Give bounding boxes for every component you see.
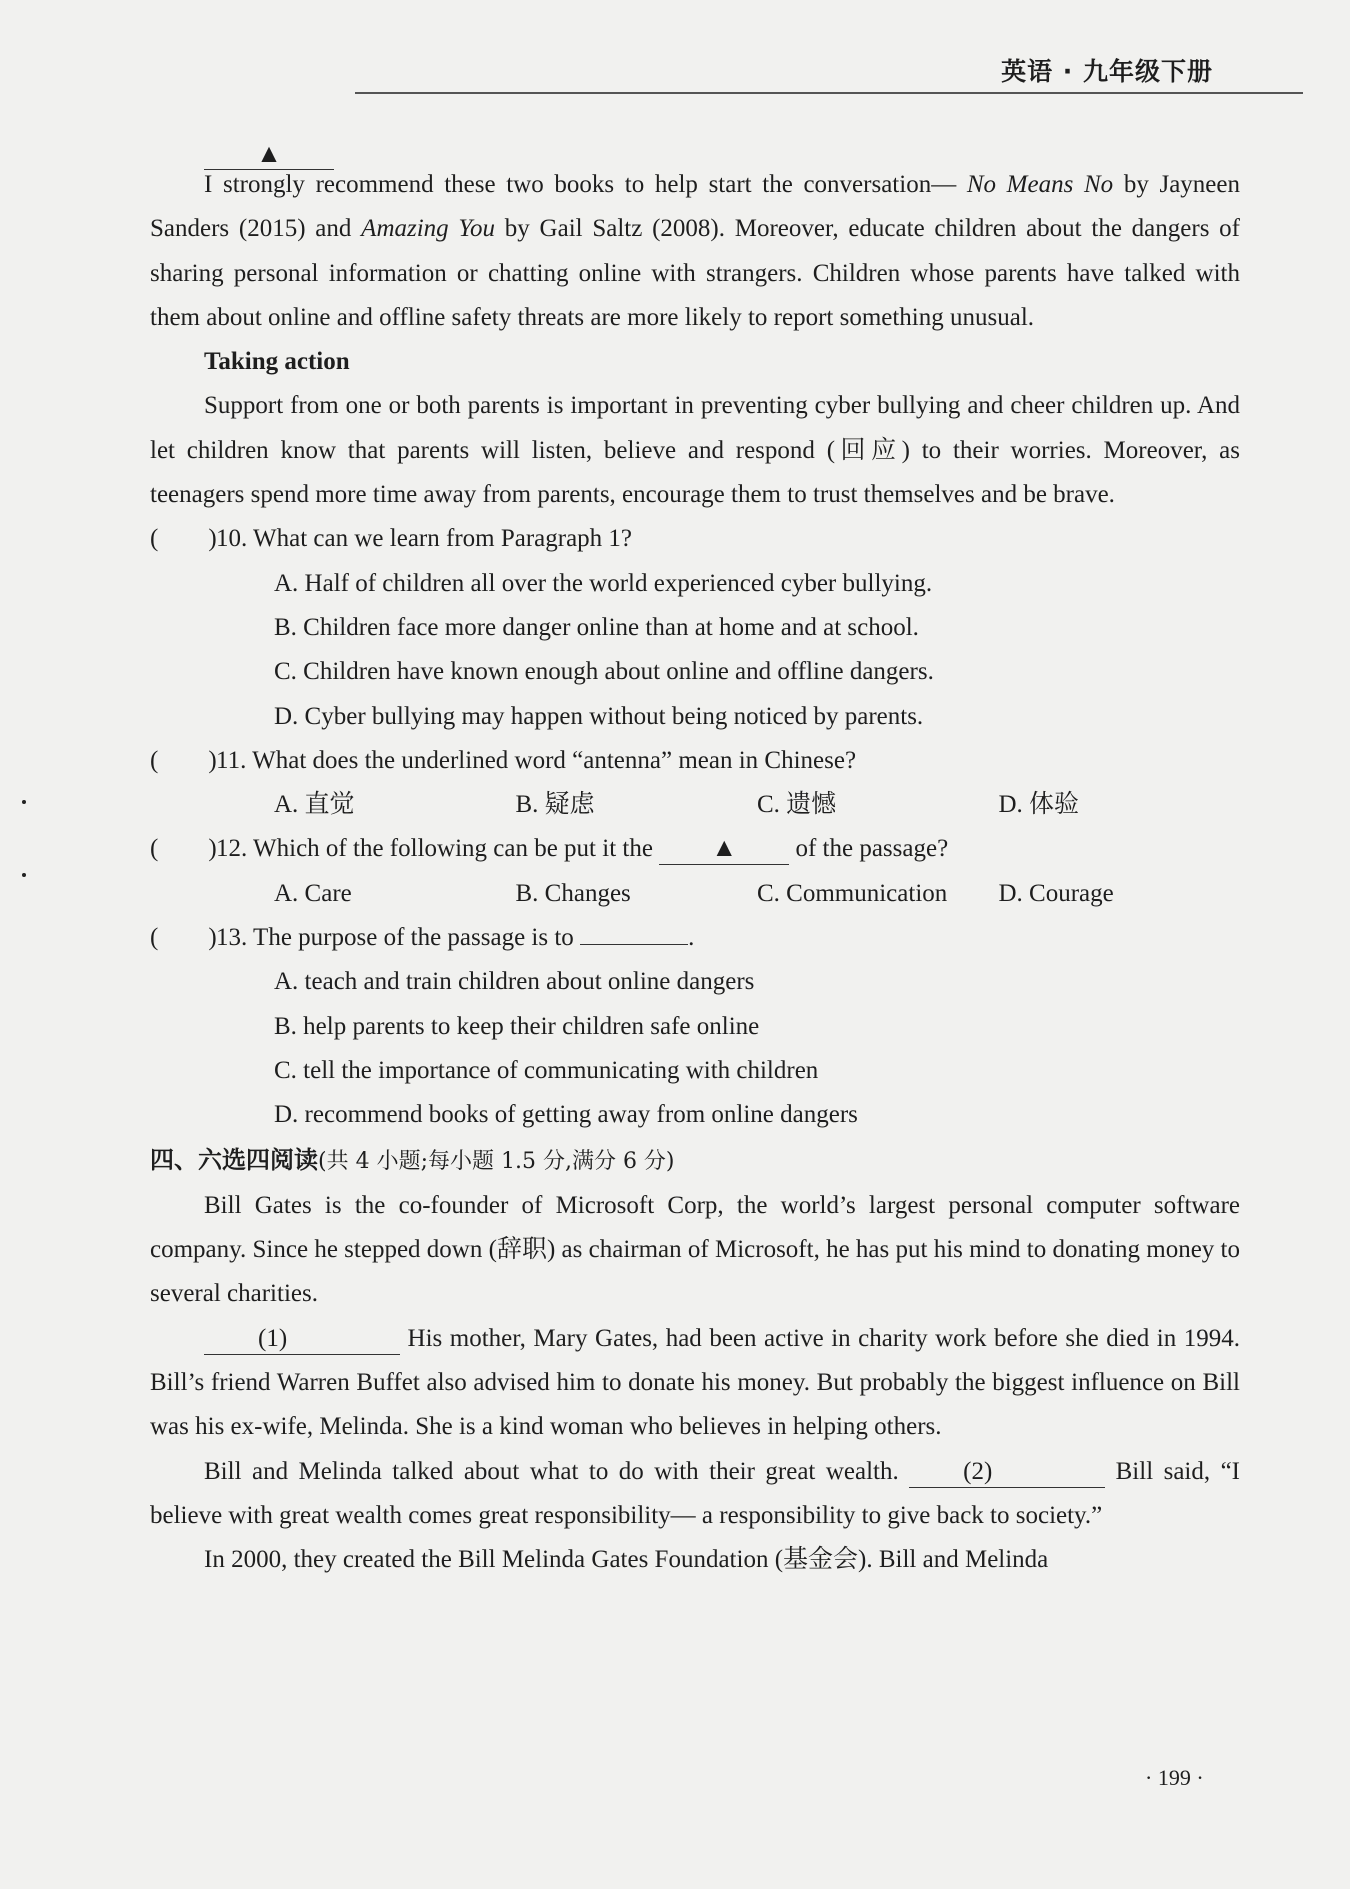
- option-d: D. Courage: [998, 879, 1114, 907]
- option-a: A. teach and train children about online dangers: [274, 968, 755, 996]
- book-title-amazing-you: Amazing You: [361, 215, 496, 243]
- options-row: [150, 872, 1240, 916]
- option-b: B. 疑虑: [515, 791, 595, 819]
- margin-dot: [22, 800, 26, 804]
- para1-text-a: I strongly recommend these two books to help start the conversation—: [204, 171, 967, 198]
- question-text: 10. What can we learn from Paragraph 1?: [216, 525, 633, 553]
- question-text-post: of the passage?: [789, 835, 949, 863]
- question-text-post: .: [688, 924, 695, 952]
- option-b: B. Children face more danger online than at home and at school.: [274, 613, 919, 641]
- paragraph-bill-gates: Bill Gates is the co-founder of Microsoft Corp, the world’s largest personal computer software company. Since he stepped down (辞职) as chairman of Microsoft, he has put his mind to donating money to several charities.: [150, 1191, 1240, 1308]
- question-12: [150, 827, 1240, 871]
- option-c: C. tell the importance of communicating with children: [274, 1056, 819, 1084]
- option-c: C. Children have known enough about online and offline dangers.: [274, 658, 934, 686]
- paragraph-books: [150, 163, 1240, 340]
- answer-bracket[interactable]: ( ): [150, 924, 217, 952]
- triangle-icon: ▲: [711, 833, 738, 863]
- para5-text-b: Bill said, “I believe with great wealth comes great responsibility— a responsibility to give back to society.”: [150, 1457, 1240, 1529]
- section-4-heading: [150, 1138, 1240, 1184]
- question-text-pre: 12. Which of the following can be put it the: [216, 835, 660, 863]
- question-10: [150, 517, 1240, 561]
- question-text: [216, 916, 694, 960]
- option-d: D. 体验: [998, 791, 1080, 819]
- page-header: [355, 52, 1303, 94]
- paragraph-influences: [150, 1317, 1240, 1450]
- option-a: A. 直觉: [274, 791, 355, 819]
- option-c: C. 遗憾: [757, 791, 837, 819]
- answer-bracket[interactable]: ( ): [150, 746, 217, 774]
- page-number: · 199 ·: [1145, 1765, 1204, 1790]
- header-title: 英语 · 九年级下册: [1001, 57, 1213, 86]
- option-a: A. Care: [274, 879, 352, 907]
- book-title-no-means-no: No Means No: [966, 171, 1114, 198]
- paragraph-foundation: In 2000, they created the Bill Melinda Gates Foundation (基金会). Bill and Melinda: [204, 1546, 1049, 1574]
- option-d: D. recommend books of getting away from online dangers: [274, 1101, 858, 1129]
- triangle-icon: ▲: [256, 139, 282, 168]
- question-text: 11. What does the underlined word “antenna” mean in Chinese?: [216, 746, 857, 774]
- answer-bracket[interactable]: ( ): [150, 525, 217, 553]
- question-11: [150, 739, 1240, 783]
- blank-2[interactable]: (2): [909, 1457, 1105, 1488]
- margin-dot: [22, 873, 26, 877]
- question-blank: [580, 924, 688, 945]
- option-d: D. Cyber bullying may happen without being noticed by parents.: [274, 702, 924, 730]
- options-row: [150, 783, 1240, 827]
- section-4-title: 四、六选四阅读: [150, 1145, 318, 1174]
- heading-blank: [150, 133, 1240, 168]
- option-a: A. Half of children all over the world experienced cyber bullying.: [274, 569, 933, 597]
- option-b: B. help parents to keep their children safe online: [274, 1012, 760, 1040]
- section-4-note: (共 4 小题;每小题 1.5 分,满分 6 分): [318, 1148, 675, 1174]
- paragraph-wealth: [150, 1450, 1240, 1539]
- para1-text-b: by Jayneen Sanders (2015) and: [150, 171, 1240, 243]
- question-text-pre: 13. The purpose of the passage is to: [216, 924, 581, 952]
- para1-text-c: by Gail Saltz (2008). Moreover, educate children about the dangers of sharing personal information or chatting online with strangers. Children whose parents have talked with them about online and offline safety threats are more likely to report something unusual.: [150, 215, 1241, 331]
- question-13: [150, 916, 1240, 960]
- main-content: [150, 135, 1240, 1583]
- paragraph-taking-action: Support from one or both parents is important in preventing cyber bullying and cheer children up. And let children know that parents will listen, believe and respond (回应) to their worries. Moreover, as teenagers spend more time away from parents, encourage them to trust themselves and be brave.: [150, 392, 1240, 509]
- para4-text: His mother, Mary Gates, had been active in charity work before she died in 1994. Bill’s friend Warren Buffet also advised him to donate his money. But probably the biggest influence on Bill was his ex-wife, Melinda. She is a kind woman who believes in helping others.: [150, 1324, 1240, 1441]
- question-blank: [659, 834, 789, 865]
- section-heading-taking-action: Taking action: [204, 348, 350, 376]
- option-b: B. Changes: [515, 879, 631, 907]
- question-text: [216, 827, 948, 871]
- para5-text-a: Bill and Melinda talked about what to do with their great wealth.: [204, 1457, 910, 1485]
- option-c: C. Communication: [757, 879, 948, 907]
- blank-1[interactable]: (1): [204, 1324, 400, 1355]
- answer-bracket[interactable]: ( ): [150, 835, 217, 863]
